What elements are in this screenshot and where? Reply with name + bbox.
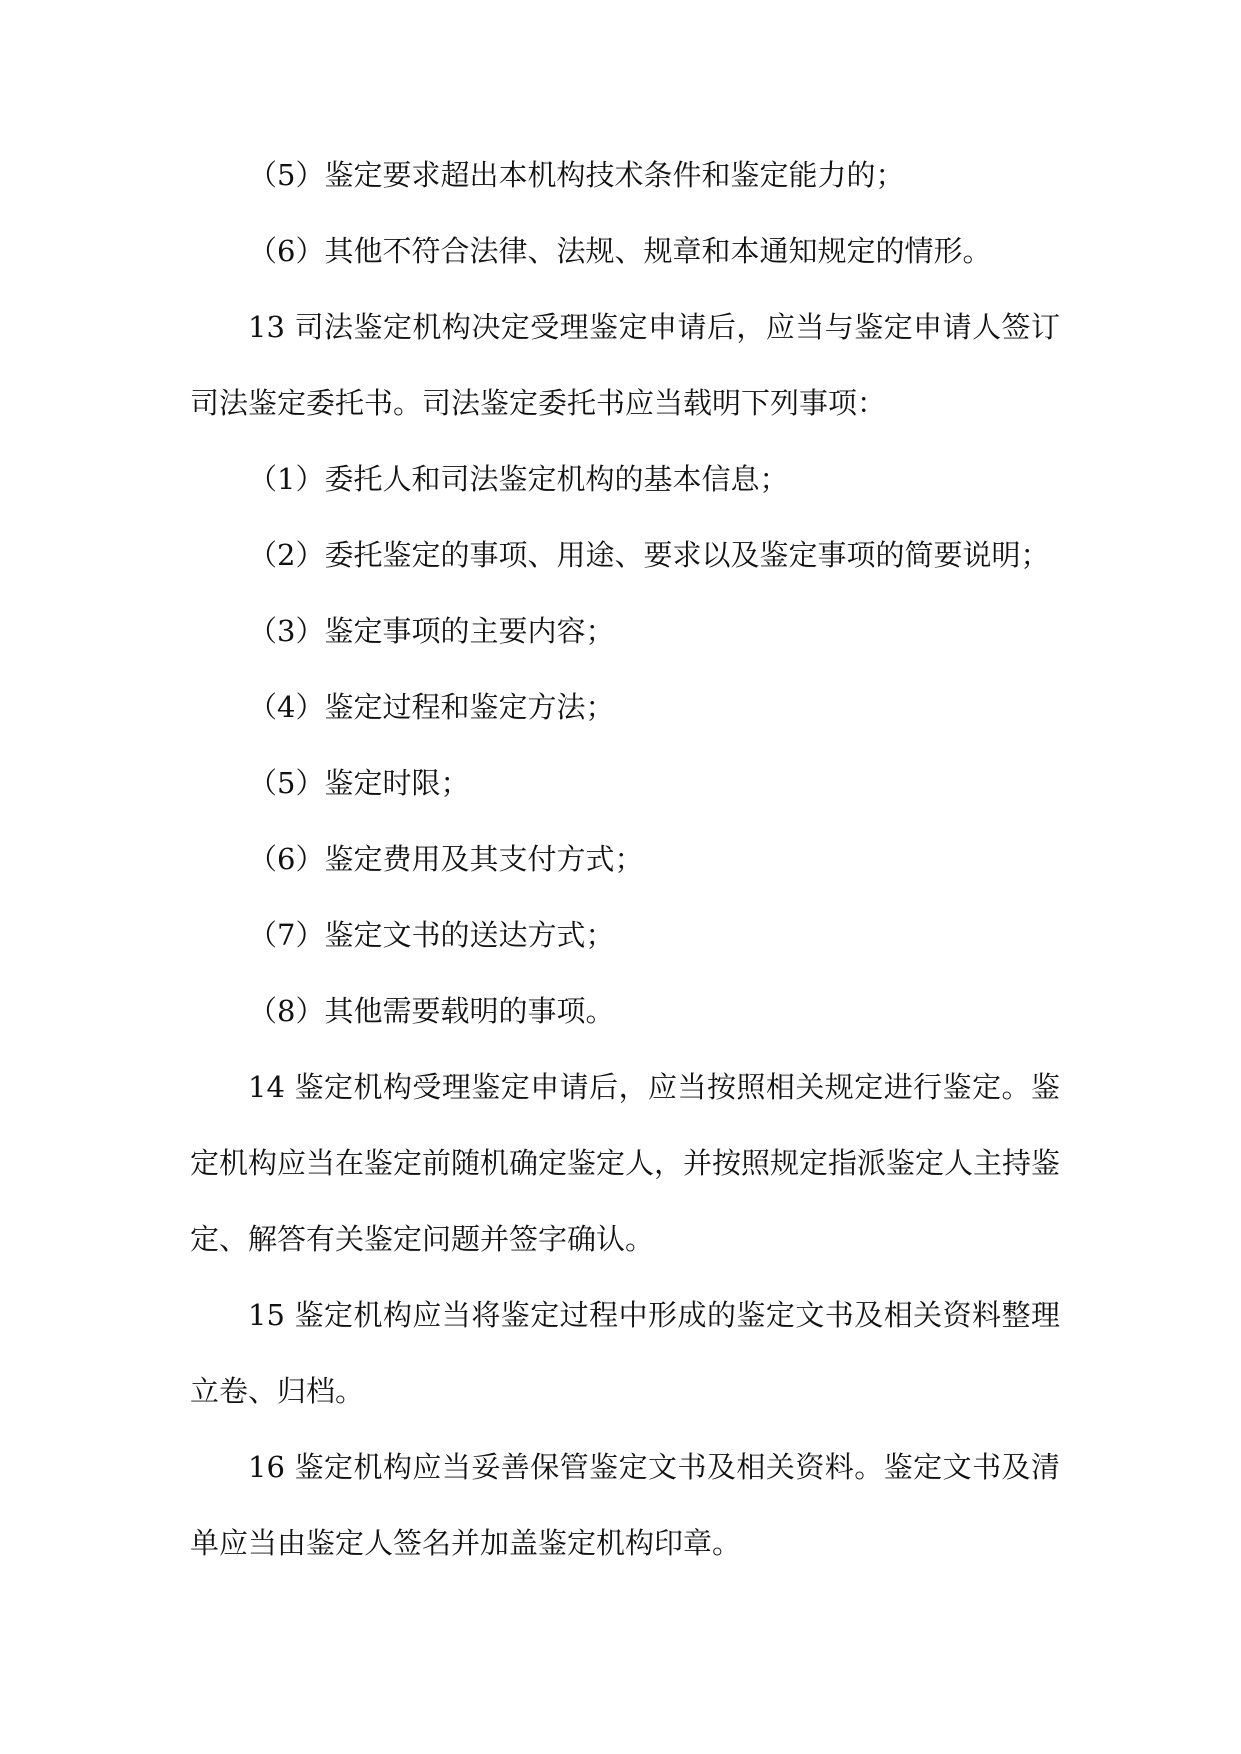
list-item-2-matters-purpose: （2）委托鉴定的事项、用途、要求以及鉴定事项的简要说明； bbox=[248, 538, 1050, 572]
clause-14-third-line: 定、解答有关鉴定问题并签字确认。 bbox=[190, 1222, 655, 1256]
clause-14-first-line: 14 鉴定机构受理鉴定申请后，应当按照相关规定进行鉴定。鉴 bbox=[248, 1070, 1060, 1104]
clause-13-first-line: 13 司法鉴定机构决定受理鉴定申请后，应当与鉴定申请人签订 bbox=[248, 310, 1060, 344]
clause-16-first-line: 16 鉴定机构应当妥善保管鉴定文书及相关资料。鉴定文书及清 bbox=[248, 1450, 1060, 1484]
list-item-7-delivery: （7）鉴定文书的送达方式； bbox=[248, 918, 615, 952]
clause-14-second-line: 定机构应当在鉴定前随机确定鉴定人，并按照规定指派鉴定人主持鉴 bbox=[190, 1146, 1061, 1180]
list-item-3-main-content: （3）鉴定事项的主要内容； bbox=[248, 614, 615, 648]
clause-13-second-line: 司法鉴定委托书。司法鉴定委托书应当载明下列事项： bbox=[190, 386, 887, 420]
list-item-5-time-limit: （5）鉴定时限； bbox=[248, 766, 470, 800]
list-item-5-technical-conditions: （5）鉴定要求超出本机构技术条件和鉴定能力的； bbox=[248, 158, 905, 192]
list-item-1-basic-info: （1）委托人和司法鉴定机构的基本信息； bbox=[248, 462, 789, 496]
clause-15-second-line: 立卷、归档。 bbox=[190, 1374, 365, 1408]
clause-15-first-line: 15 鉴定机构应当将鉴定过程中形成的鉴定文书及相关资料整理 bbox=[248, 1298, 1060, 1332]
clause-16-second-line: 单应当由鉴定人签名并加盖鉴定机构印章。 bbox=[190, 1526, 742, 1560]
list-item-6-fees: （6）鉴定费用及其支付方式； bbox=[248, 842, 644, 876]
list-item-8-other-matters: （8）其他需要载明的事项。 bbox=[248, 994, 615, 1028]
list-item-6-other-noncompliance: （6）其他不符合法律、法规、规章和本通知规定的情形。 bbox=[248, 234, 992, 268]
list-item-4-process-method: （4）鉴定过程和鉴定方法； bbox=[248, 690, 615, 724]
document-body bbox=[190, 137, 1060, 1581]
